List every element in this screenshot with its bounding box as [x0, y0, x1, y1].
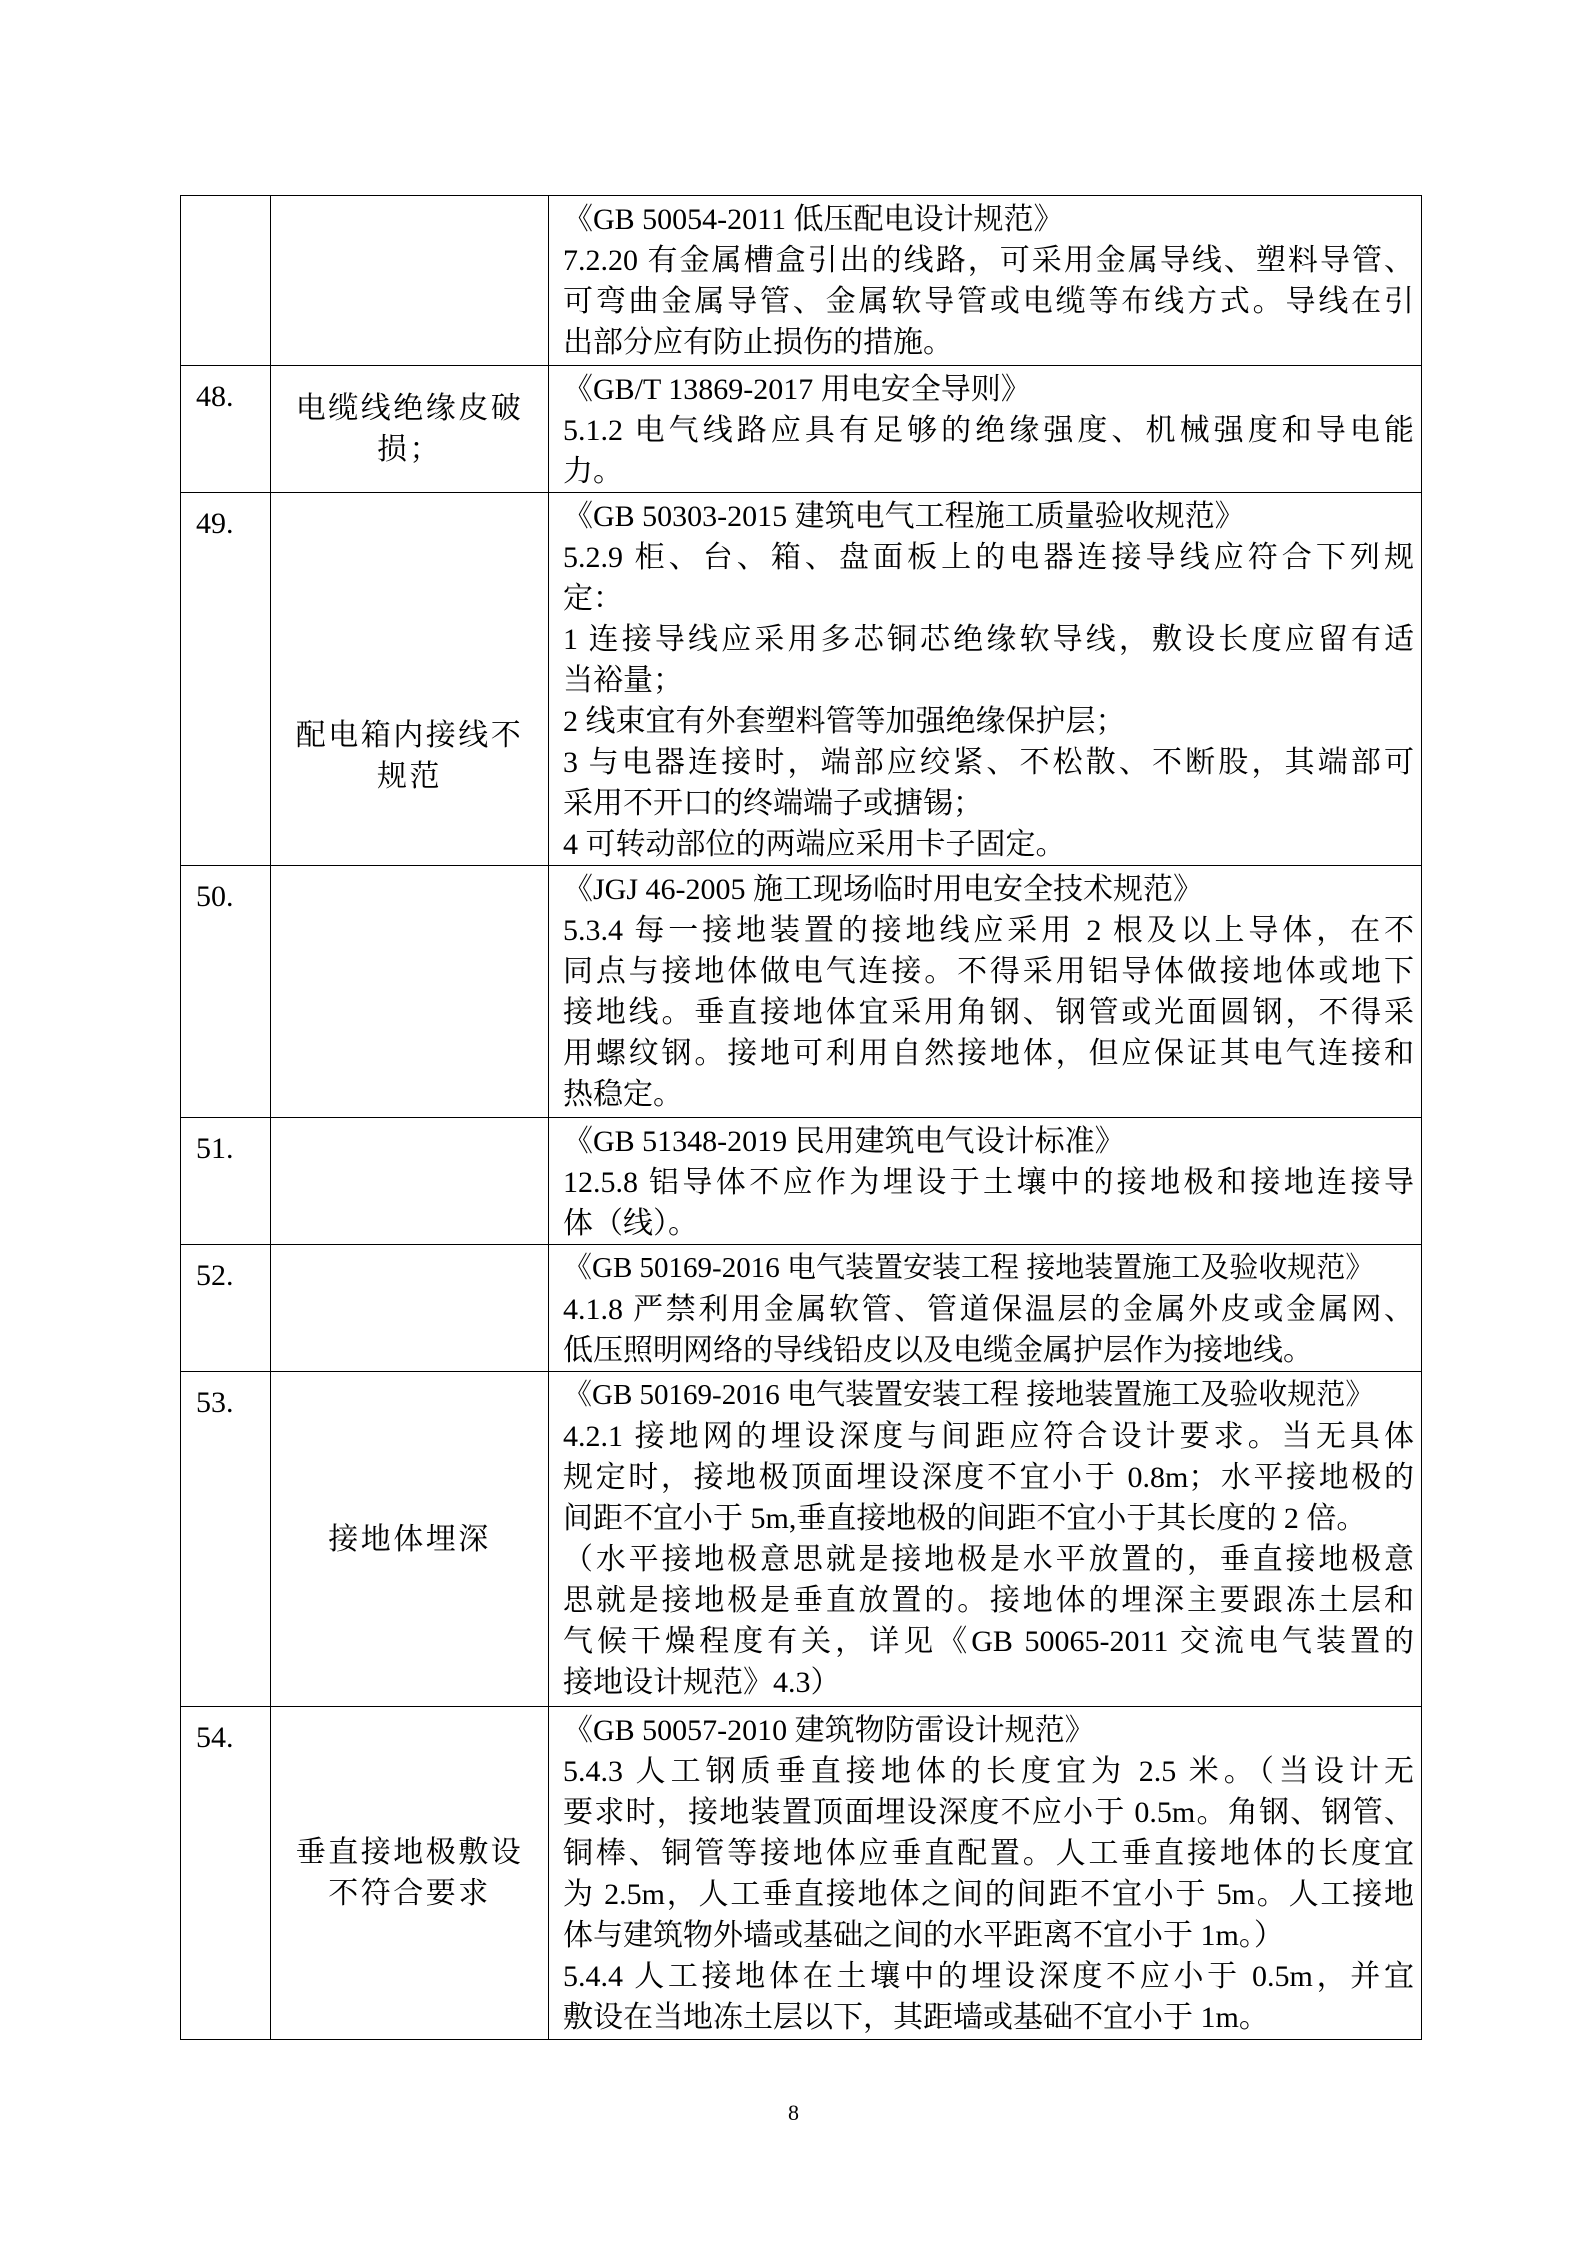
table-row [181, 196, 1422, 366]
regulation-line: 热稳定。 [563, 1078, 683, 1111]
regulation-line: 力。 [563, 455, 623, 488]
regulation-paragraph [563, 742, 1414, 824]
regulation-line: 1 连接导线应采用多芯铜芯绝缘软导线，敷设长度应留有适 [563, 623, 1414, 656]
regulation-cell [549, 1245, 1422, 1372]
regulation-line: 《GB 50054-2011 低压配电设计规范》 [563, 203, 1064, 236]
regulation-line: 当裕量； [563, 664, 683, 697]
regulation-paragraph [563, 619, 1414, 701]
regulation-paragraph [563, 1375, 1414, 1416]
regulation-cell [549, 866, 1422, 1118]
regulation-paragraph [563, 1248, 1414, 1289]
regulation-cell [549, 366, 1422, 493]
regulation-line: 思就是接地极是垂直放置的。接地体的埋深主要跟冻土层和 [563, 1584, 1414, 1617]
regulation-line: 12.5.8 铝导体不应作为埋设于土壤中的接地极和接地连接导 [563, 1166, 1414, 1199]
row-number: 50. [181, 866, 271, 1118]
regulation-paragraph [563, 1121, 1414, 1162]
regulation-line: 3 与电器连接时，端部应绞紧、不松散、不断股，其端部可 [563, 746, 1414, 779]
regulation-cell [549, 1372, 1422, 1707]
row-number: 49. [181, 493, 271, 866]
table-row [181, 1707, 1422, 2040]
regulation-line: 《GB 50303-2015 建筑电气工程施工质量验收规范》 [563, 500, 1245, 533]
regulation-paragraph [563, 701, 1414, 742]
regulation-paragraph [563, 537, 1414, 619]
regulation-line: 间距不宜小于 5m,垂直接地极的间距不宜小于其长度的 2 倍。 [563, 1502, 1367, 1535]
table-row [181, 1372, 1422, 1707]
regulation-line: 《GB 50169-2016 电气装置安装工程 接地装置施工及验收规范》 [563, 1379, 1375, 1411]
regulation-paragraph [563, 496, 1414, 537]
regulation-line: 要求时，接地装置顶面埋设深度不应小于 0.5m。角钢、钢管、 [563, 1796, 1414, 1829]
regulation-line: 敷设在当地冻土层以下，其距墙或基础不宜小于 1m。 [563, 2001, 1269, 2034]
regulation-paragraph [563, 1416, 1414, 1539]
row-number: 53. [181, 1372, 271, 1707]
regulation-line: 定： [563, 582, 623, 615]
row-number: 51. [181, 1118, 271, 1245]
regulation-paragraph [563, 1710, 1414, 1751]
regulation-line: 铜棒、铜管等接地体应垂直配置。人工垂直接地体的长度宜 [563, 1837, 1414, 1870]
regulation-paragraph [563, 410, 1414, 492]
regulation-line: 4.1.8 严禁利用金属软管、管道保温层的金属外皮或金属网、 [563, 1293, 1414, 1326]
table-row [181, 493, 1422, 866]
regulation-line: 5.2.9 柜、台、箱、盘面板上的电器连接导线应符合下列规 [563, 541, 1414, 574]
regulation-paragraph [563, 910, 1414, 1115]
regulation-line: 2 线束宜有外套塑料管等加强绝缘保护层； [563, 705, 1126, 738]
row-number: 48. [181, 366, 271, 493]
regulation-paragraph [563, 1289, 1414, 1371]
hazard-item: 垂直接地极敷设不符合要求 [271, 1707, 549, 2040]
regulation-line: 可弯曲金属导管、金属软导管或电缆等布线方式。导线在引 [563, 285, 1414, 318]
regulation-cell [549, 1707, 1422, 2040]
regulation-line: 《GB/T 13869-2017 用电安全导则》 [563, 373, 1031, 406]
row-number [181, 196, 271, 366]
row-number: 54. [181, 1707, 271, 2040]
regulation-line: 出部分应有防止损伤的措施。 [563, 326, 953, 359]
regulation-line: 《JGJ 46-2005 施工现场临时用电安全技术规范》 [563, 873, 1204, 906]
regulation-line: 7.2.20 有金属槽盒引出的线路，可采用金属导线、塑料导管、 [563, 244, 1414, 277]
regulation-line: 5.4.4 人工接地体在土壤中的埋设深度不应小于 0.5m，并宜 [563, 1960, 1414, 1993]
regulation-paragraph [563, 1162, 1414, 1244]
regulation-paragraph [563, 369, 1414, 410]
regulation-line: 体与建筑物外墙或基础之间的水平距离不宜小于 1m。） [563, 1919, 1284, 1952]
regulation-line: 用螺纹钢。接地可利用自然接地体，但应保证其电气连接和 [563, 1037, 1414, 1070]
row-number: 52. [181, 1245, 271, 1372]
regulation-line: 同点与接地体做电气连接。不得采用铝导体做接地体或地下 [563, 955, 1414, 988]
regulation-cell [549, 1118, 1422, 1245]
regulation-line: 《GB 51348-2019 民用建筑电气设计标准》 [563, 1125, 1125, 1158]
hazard-item: 电缆线绝缘皮破损； [271, 366, 549, 493]
regulation-line: 5.1.2 电气线路应具有足够的绝缘强度、机械强度和导电能 [563, 414, 1414, 447]
regulation-paragraph [563, 869, 1414, 910]
regulation-line: 接地设计规范》4.3） [563, 1666, 841, 1699]
table-row [181, 1245, 1422, 1372]
regulation-line: 接地线。垂直接地体宜采用角钢、钢管或光面圆钢，不得采 [563, 996, 1414, 1029]
regulation-line: 4.2.1 接地网的埋设深度与间距应符合设计要求。当无具体 [563, 1420, 1414, 1453]
regulation-line: 低压照明网络的导线铅皮以及电缆金属护层作为接地线。 [563, 1334, 1313, 1367]
regulation-line: 采用不开口的终端端子或搪锡； [563, 787, 983, 820]
regulation-cell [549, 196, 1422, 366]
regulation-line: 为 2.5m，人工垂直接地体之间的间距不宜小于 5m。人工接地 [563, 1878, 1414, 1911]
table-row [181, 866, 1422, 1118]
regulation-line: 规定时，接地极顶面埋设深度不宜小于 0.8m；水平接地极的 [563, 1461, 1414, 1494]
hazard-item [271, 196, 549, 366]
regulation-line: 《GB 50169-2016 电气装置安装工程 接地装置施工及验收规范》 [563, 1252, 1375, 1284]
page-number: 8 [788, 2100, 799, 2125]
hazard-item: 配电箱内接线不规范 [271, 493, 549, 866]
regulation-paragraph [563, 1539, 1414, 1703]
hazard-item [271, 1118, 549, 1245]
regulation-line: 气候干燥程度有关，详见《GB 50065-2011 交流电气装置的 [563, 1625, 1414, 1658]
hazard-item [271, 866, 549, 1118]
regulation-paragraph [563, 1751, 1414, 1956]
regulation-table-body [181, 196, 1422, 2040]
regulation-line: 5.3.4 每一接地装置的接地线应采用 2 根及以上导体，在不 [563, 914, 1414, 947]
regulation-line: 4 可转动部位的两端应采用卡子固定。 [563, 828, 1066, 861]
regulation-paragraph [563, 1956, 1414, 2038]
hazard-item: 接地体埋深 [271, 1372, 549, 1707]
regulation-paragraph [563, 240, 1414, 363]
regulation-paragraph [563, 199, 1414, 240]
regulation-line: （水平接地极意思就是接地极是水平放置的，垂直接地极意 [563, 1543, 1414, 1576]
regulation-line: 体（线）。 [563, 1207, 698, 1240]
regulation-table [180, 195, 1422, 2040]
table-row [181, 1118, 1422, 1245]
regulation-line: 5.4.3 人工钢质垂直接地体的长度宜为 2.5 米。（当设计无 [563, 1755, 1414, 1788]
regulation-line: 《GB 50057-2010 建筑物防雷设计规范》 [563, 1714, 1095, 1747]
regulation-cell [549, 493, 1422, 866]
regulation-paragraph [563, 824, 1414, 865]
hazard-item [271, 1245, 549, 1372]
table-row [181, 366, 1422, 493]
